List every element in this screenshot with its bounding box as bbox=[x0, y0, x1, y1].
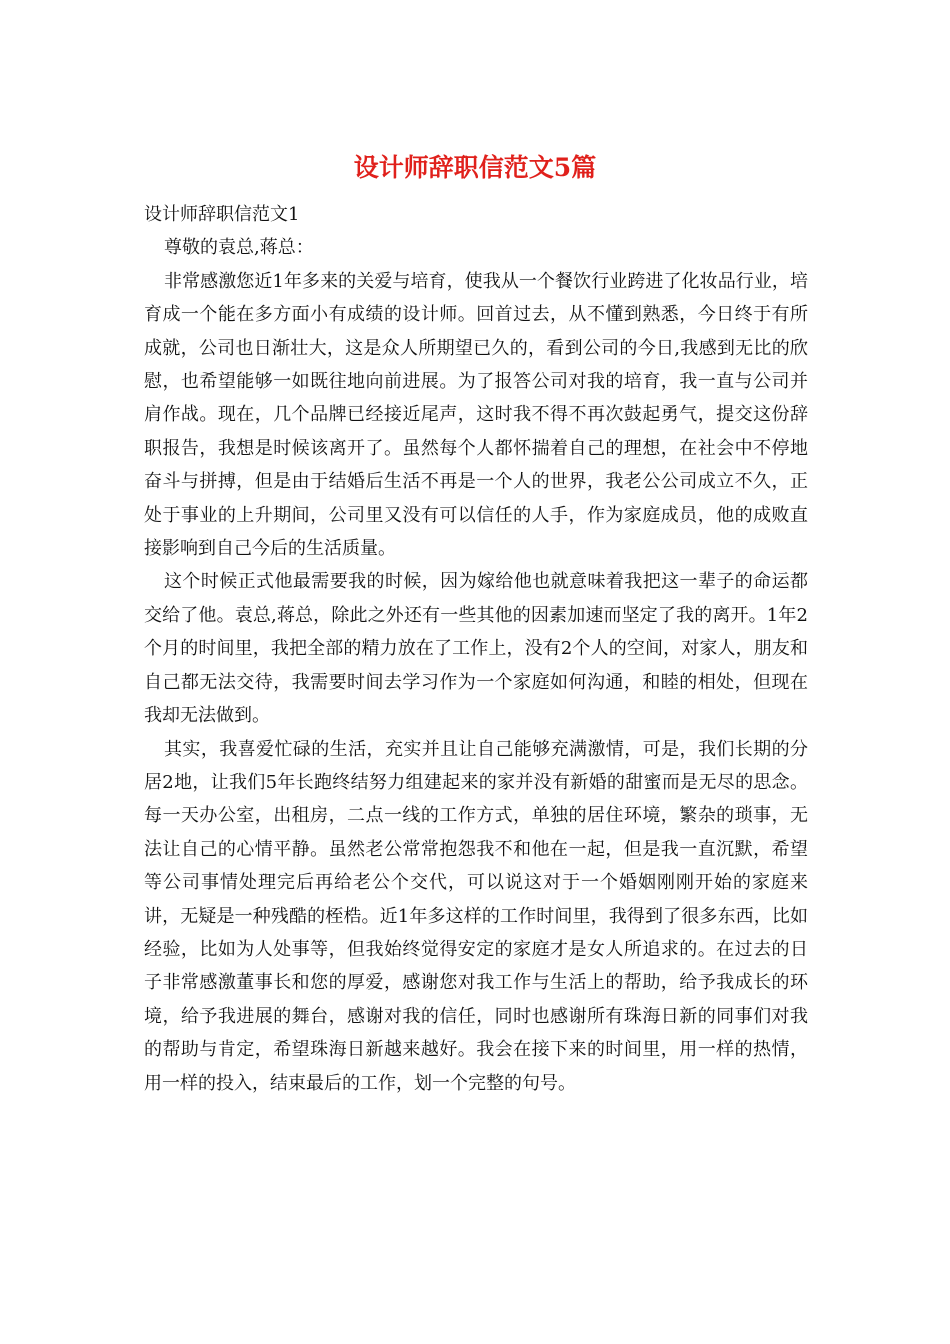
paragraph-2: 这个时候正式他最需要我的时候，因为嫁给他也就意味着我把这一辈子的命运都交给了他。袁总,蒋总，除此之外还有一些其他的因素加速而坚定了我的离开。1年2个月的时间里，我把全部的精力放在了工作上，没有2个人的空间，对家人，朋友和自己都无法交待，我需要时间去学习作为一个家庭如何沟通，和睦的相处，但现在我却无法做到。 bbox=[144, 571, 808, 727]
paragraph-3: 其实，我喜爱忙碌的生活，充实并且让自己能够充满激情，可是，我们长期的分居2地，让我们5年长跑终结努力组建起来的家并没有新婚的甜蜜而是无尽的思念。每一天办公室，出租房，二点一线的工作方式，单独的居住环境，繁杂的琐事，无法让自己的心情平静。虽然老公常常抱怨我不和他在一起，但是我一直沉默，希望等公司事情处理完后再给老公个交代，可以说这对于一个婚姻刚刚开始的家庭来讲，无疑是一种残酷的桎梏。近1年多这样的工作时间里，我得到了很多东西，比如经验，比如为人处事等，但我始终觉得安定的家庭才是女人所追求的。在过去的日子非常感激董事长和您的厚爱，感谢您对我工作与生活上的帮助，给予我成长的环境，给予我进展的舞台，感谢对我的信任，同时也感谢所有珠海日新的同事们对我的帮助与肯定，希望珠海日新越来越好。我会在接下来的时间里，用一样的热情，用一样的投入，结束最后的工作，划一个完整的句号。 bbox=[144, 738, 808, 1094]
section-heading: 设计师辞职信范文1 bbox=[144, 204, 300, 225]
document-body bbox=[144, 198, 808, 1100]
salutation: 尊敬的袁总,蒋总： bbox=[164, 237, 314, 259]
document-title: 设计师辞职信范文5篇 bbox=[353, 153, 597, 182]
paragraph-1: 非常感激您近1年多来的关爱与培育，使我从一个餐饮行业跨进了化妆品行业，培育成一个能在多方面小有成绩的设计师。回首过去，从不懂到熟悉，今日终于有所成就，公司也日渐壮大，这是众人所期望已久的，看到公司的今日,我感到无比的欣慰，也希望能够一如既往地向前进展。为了报答公司对我的培育，我一直与公司并肩作战。现在，几个品牌已经接近尾声，这时我不得不再次鼓起勇气，提交这份辞职报告，我想是时候该离开了。虽然每个人都怀揣着自己的理想，在社会中不停地奋斗与拼搏，但是由于结婚后生活不再是一个人的世界，我老公公司成立不久，正处于事业的上升期间，公司里又没有可以信任的人手，作为家庭成员，他的成败直接影响到自己今后的生活质量。 bbox=[144, 270, 808, 560]
